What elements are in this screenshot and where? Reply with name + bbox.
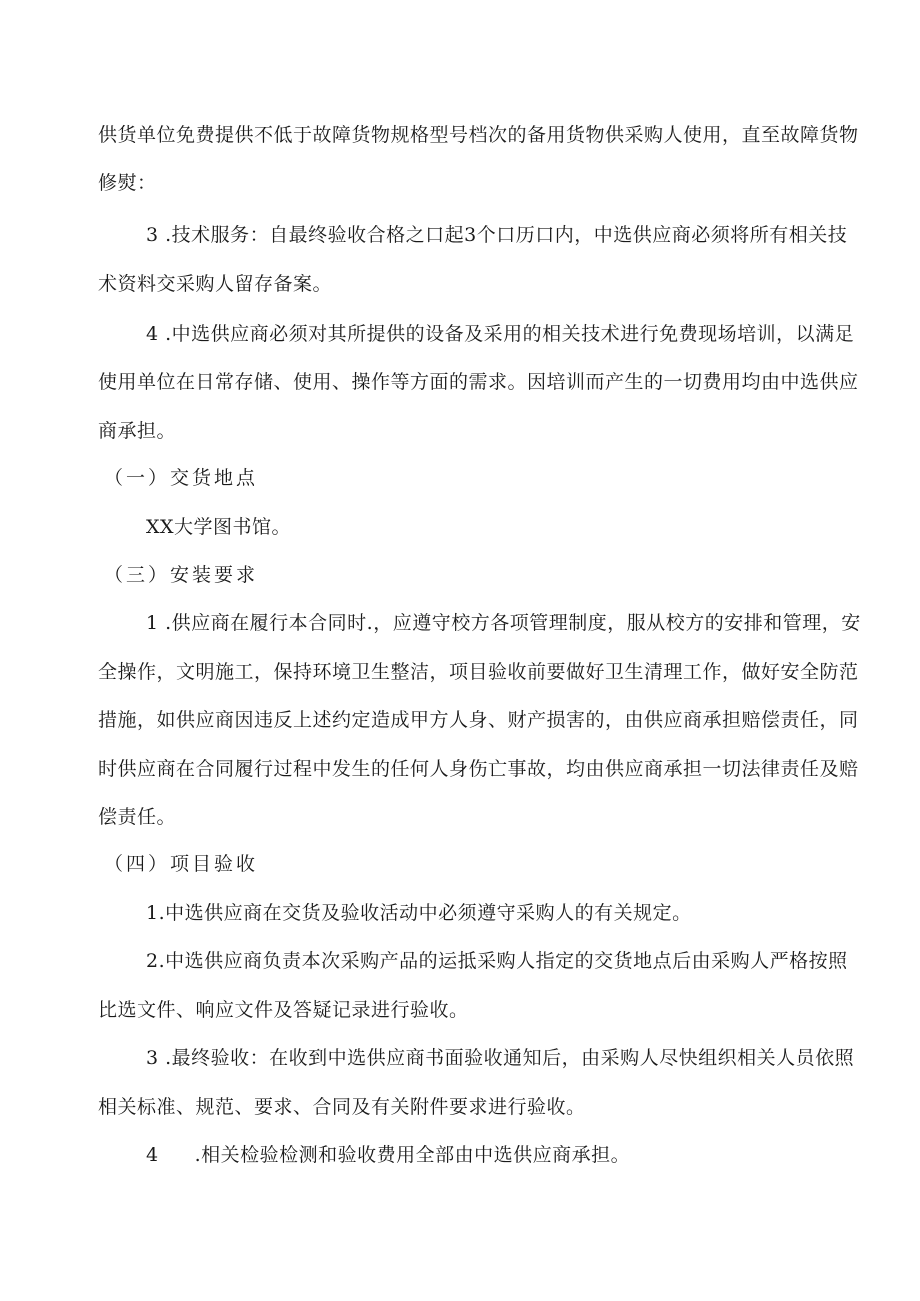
- install-line-4: 时供应商在合同履行过程中发生的任何人身伤亡事故，均由供应商承担一切法律责任及赔: [98, 758, 859, 780]
- acceptance-item-1: 1.中选供应商在交货及验收活动中必须遵守采购人的有关规定。: [146, 902, 692, 924]
- tech-service-line-1: 3 .技术服务：自最终验收合格之口起3个口历口内，中选供应商必须将所有相关技: [146, 224, 848, 246]
- training-line-2: 使用单位在日常存储、使用、操作等方面的需求。因培训而产生的一切费用均由中选供应: [98, 371, 859, 393]
- heading-installation: （三）安装要求: [104, 564, 259, 586]
- install-line-2: 全操作，文明施工，保持环境卫生整洁，项目验收前要做好卫生清理工作，做好安全防范: [98, 661, 859, 683]
- training-line-1: 4 .中选供应商必须对其所提供的设备及采用的相关技术进行免费现场培训，以满足: [146, 323, 855, 345]
- acceptance-item-2-line-2: 比选文件、响应文件及答疑记录进行验收。: [98, 999, 469, 1021]
- training-line-3: 商承担。: [98, 420, 177, 442]
- acceptance-item-4: [146, 1142, 630, 1168]
- acceptance-item-4-text: .相关检验检测和验收费用全部由中选供应商承担。: [194, 1144, 631, 1166]
- acceptance-item-2-line-1: 2.中选供应商负责本次采购产品的运抵采购人指定的交货地点后由采购人严格按照: [146, 950, 848, 972]
- heading-delivery-place: （一）交货地点: [104, 467, 259, 489]
- install-line-5: 偿责任。: [98, 806, 177, 828]
- acceptance-item-3-line-2: 相关标准、规范、要求、合同及有关附件要求进行验收。: [98, 1096, 586, 1118]
- install-line-1: 1 .供应商在履行本合同时.，应遵守校方各项管理制度，服从校方的安排和管理，安: [146, 612, 861, 634]
- fault-paragraph-line-2: 修熨：: [98, 172, 157, 194]
- install-line-3: 措施，如供应商因违反上述约定造成甲方人身、财产损害的，由供应商承担赔偿责任，同: [98, 709, 859, 731]
- acceptance-item-4-number: 4: [146, 1144, 159, 1166]
- delivery-place-text: XX大学图书馆。: [146, 516, 292, 538]
- fault-paragraph-line-1: 供货单位免费提供不低于故障货物规格型号档次的备用货物供采购人使用，直至故障货物: [98, 124, 859, 146]
- heading-acceptance: （四）项目验收: [104, 853, 259, 875]
- tech-service-line-2: 术资料交采购人留存备案。: [98, 273, 333, 295]
- acceptance-item-3-line-1: 3 .最终验收：在收到中选供应商书面验收通知后，由采购人尽快组织相关人员依照: [146, 1047, 855, 1069]
